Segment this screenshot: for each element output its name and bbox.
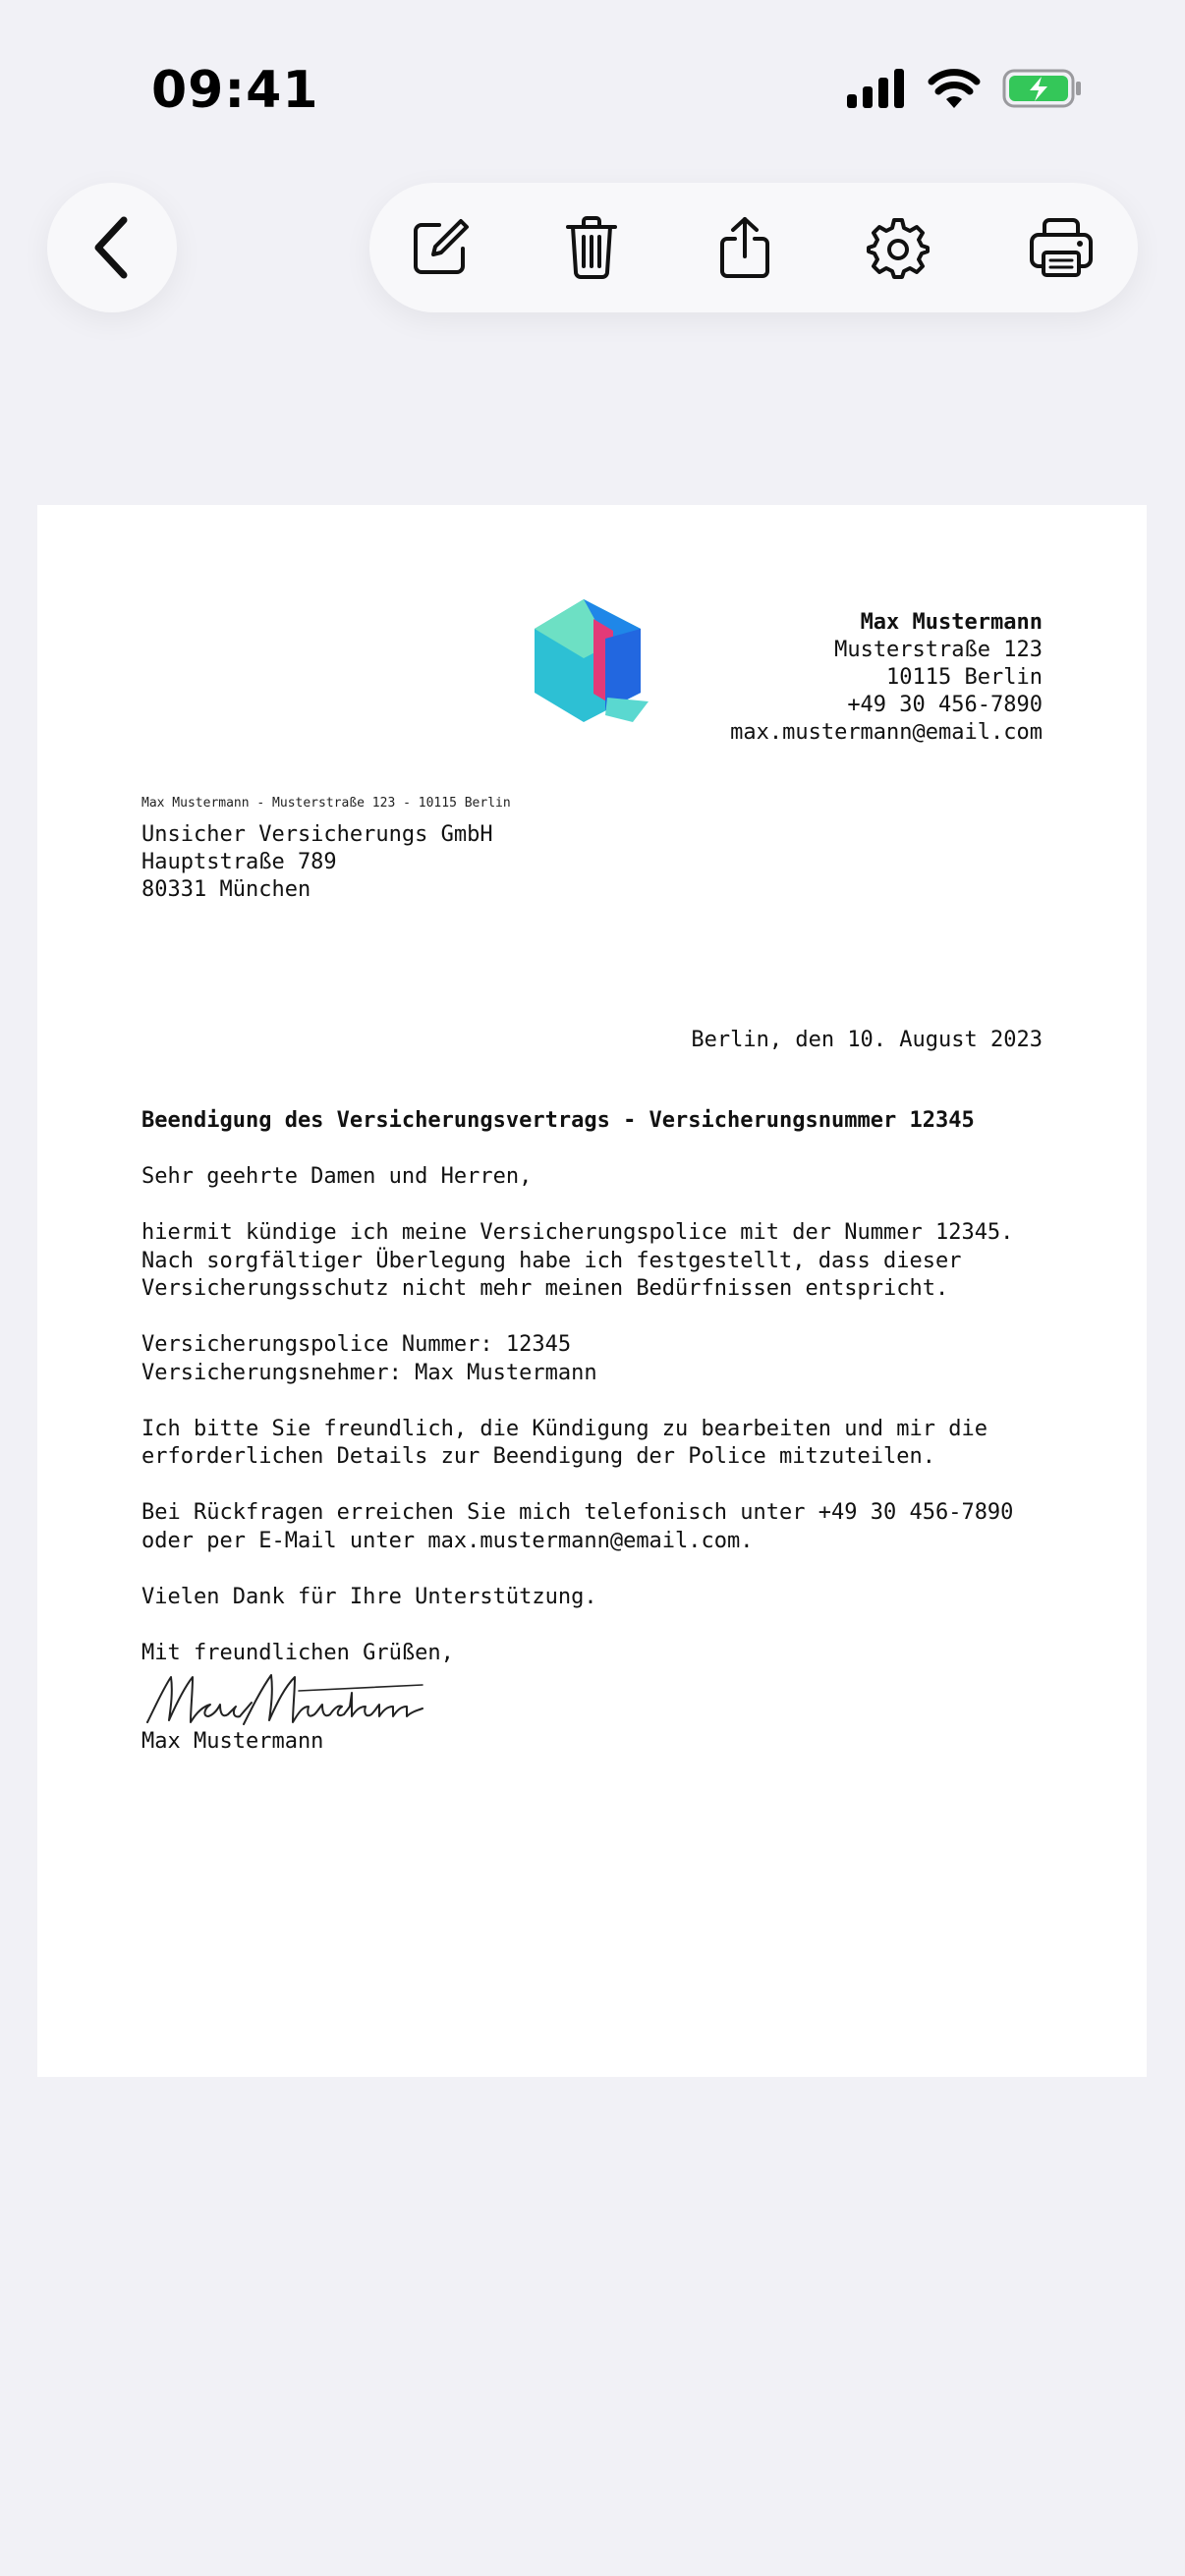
letter-subject: Beendigung des Versicherungsvertrags - Versicherungsnummer 12345 bbox=[141, 1108, 975, 1133]
sender-street: Musterstraße 123 bbox=[834, 638, 1043, 662]
edit-icon bbox=[410, 217, 471, 278]
share-button[interactable] bbox=[711, 214, 778, 281]
company-logo bbox=[535, 599, 656, 727]
share-icon bbox=[717, 215, 772, 280]
return-address-line: Max Mustermann - Musterstraße 123 - 10115 Berlin bbox=[141, 796, 511, 811]
policy-holder: Versicherungsnehmer: Max Mustermann bbox=[141, 1360, 597, 1385]
letter-body bbox=[141, 1163, 1065, 1757]
recipient-address bbox=[141, 821, 493, 904]
gear-icon bbox=[867, 216, 930, 279]
sender-phone: +49 30 456-7890 bbox=[847, 693, 1043, 717]
printer-icon bbox=[1029, 217, 1094, 278]
paragraph-contact: Bei Rückfragen erreichen Sie mich telefonisch unter +49 30 456-7890 oder per E-Mail unter max.mustermann@email.com. bbox=[141, 1500, 1014, 1553]
paragraph-intro: hiermit kündige ich meine Versicherungspolice mit der Nummer 12345. Nach sorgfältiger Überlegung habe ich festgestellt, dass dieser Versicherungsschutz nicht mehr meinen Bedürfnissen entspricht. bbox=[141, 1220, 1014, 1301]
settings-button[interactable] bbox=[865, 214, 931, 281]
paragraph-request: Ich bitte Sie freundlich, die Kündigung zu bearbeiten und mir die erforderlichen Details zur Beendigung der Police mitzuteilen. bbox=[141, 1416, 988, 1469]
handwritten-signature bbox=[141, 1667, 426, 1728]
sender-address bbox=[730, 609, 1043, 747]
recipient-street: Hauptstraße 789 bbox=[141, 850, 337, 874]
status-time: 09:41 bbox=[151, 61, 319, 120]
sender-email: max.mustermann@email.com bbox=[730, 720, 1043, 745]
edit-button[interactable] bbox=[407, 214, 474, 281]
sender-city: 10115 Berlin bbox=[886, 665, 1043, 690]
sender-name: Max Mustermann bbox=[860, 610, 1043, 635]
chevron-left-icon bbox=[92, 216, 132, 279]
closing-line: Mit freundlichen Grüßen, bbox=[141, 1640, 454, 1665]
delete-button[interactable] bbox=[558, 214, 625, 281]
battery-charging-icon bbox=[1002, 69, 1083, 108]
back-button[interactable] bbox=[47, 183, 177, 312]
letter-document bbox=[37, 505, 1147, 2077]
recipient-city: 80331 München bbox=[141, 877, 311, 902]
wifi-icon bbox=[928, 69, 981, 108]
greeting: Sehr geehrte Damen und Herren, bbox=[141, 1164, 533, 1189]
cellular-signal-icon bbox=[847, 69, 906, 108]
trash-icon bbox=[564, 215, 619, 280]
policy-number: Versicherungspolice Nummer: 12345 bbox=[141, 1332, 572, 1357]
thanks-line: Vielen Dank für Ihre Unterstützung. bbox=[141, 1584, 597, 1609]
letter-date: Berlin, den 10. August 2023 bbox=[691, 1028, 1043, 1052]
action-toolbar bbox=[369, 183, 1138, 312]
recipient-company: Unsicher Versicherungs GmbH bbox=[141, 822, 493, 847]
status-icons bbox=[847, 69, 1083, 108]
signed-name: Max Mustermann bbox=[141, 1729, 324, 1754]
print-button[interactable] bbox=[1028, 214, 1095, 281]
